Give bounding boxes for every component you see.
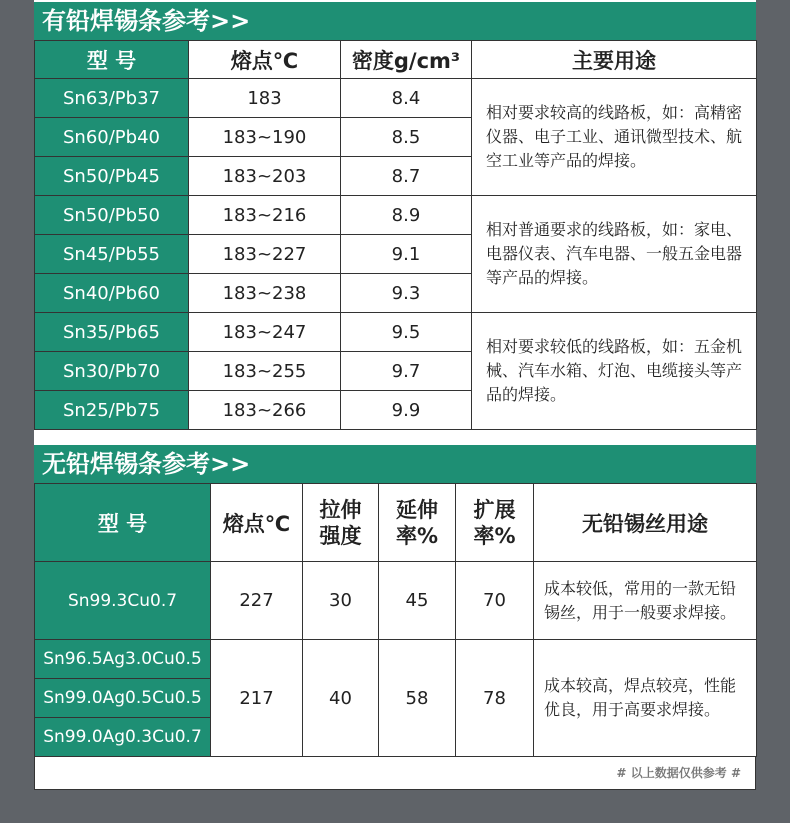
header-spread-text: 扩展率% — [473, 497, 516, 548]
table-row — [35, 562, 757, 640]
model-cell: Sn96.5Ag3.0Cu0.5 — [35, 640, 211, 679]
spread-cell: 70 — [456, 562, 534, 640]
model-cell: Sn50/Pb50 — [35, 196, 189, 235]
melting-cell: 183~190 — [189, 118, 341, 157]
melting-cell: 183~247 — [189, 313, 341, 352]
table-row — [35, 640, 757, 679]
density-cell: 9.1 — [341, 235, 472, 274]
elongation-cell: 58 — [379, 640, 456, 757]
leaded-section-title: 有铅焊锡条参考>> — [34, 2, 756, 40]
melting-cell: 183~255 — [189, 352, 341, 391]
melting-cell: 217 — [211, 640, 303, 757]
density-cell: 8.9 — [341, 196, 472, 235]
tensile-cell: 30 — [303, 562, 379, 640]
model-cell: Sn40/Pb60 — [35, 274, 189, 313]
model-cell: Sn45/Pb55 — [35, 235, 189, 274]
model-cell: Sn99.0Ag0.3Cu0.7 — [35, 718, 211, 757]
melting-cell: 183~238 — [189, 274, 341, 313]
header-melting: 熔点℃ — [211, 484, 303, 562]
disclaimer-note: # 以上数据仅供参考 # — [34, 756, 756, 790]
model-cell: Sn30/Pb70 — [35, 352, 189, 391]
leadfree-table — [34, 483, 757, 757]
model-cell: Sn99.0Ag0.5Cu0.5 — [35, 679, 211, 718]
density-cell: 9.9 — [341, 391, 472, 430]
model-cell: Sn25/Pb75 — [35, 391, 189, 430]
melting-cell: 183~203 — [189, 157, 341, 196]
usage-cell: 成本较高，焊点较亮，性能优良，用于高要求焊接。 — [534, 640, 757, 757]
density-cell: 8.7 — [341, 157, 472, 196]
leadfree-header-row — [35, 484, 757, 562]
melting-cell: 183~216 — [189, 196, 341, 235]
density-cell: 9.7 — [341, 352, 472, 391]
header-model: 型 号 — [35, 484, 211, 562]
model-cell: Sn50/Pb45 — [35, 157, 189, 196]
melting-cell: 183~266 — [189, 391, 341, 430]
header-elongation-text: 延伸率% — [395, 497, 439, 548]
model-cell: Sn60/Pb40 — [35, 118, 189, 157]
leaded-header-row — [35, 41, 757, 79]
header-elongation — [379, 484, 456, 562]
model-cell: Sn35/Pb65 — [35, 313, 189, 352]
model-cell: Sn63/Pb37 — [35, 79, 189, 118]
header-usage: 无铅锡丝用途 — [534, 484, 757, 562]
table-row — [35, 79, 757, 118]
usage-cell: 相对要求较低的线路板，如：五金机械、汽车水箱、灯泡、电缆接头等产品的焊接。 — [472, 313, 757, 430]
melting-cell: 227 — [211, 562, 303, 640]
density-cell: 8.5 — [341, 118, 472, 157]
table-row — [35, 196, 757, 235]
density-cell: 8.4 — [341, 79, 472, 118]
usage-cell: 相对要求较高的线路板，如：高精密仪器、电子工业、通讯微型技术、航空工业等产品的焊接。 — [472, 79, 757, 196]
tensile-cell: 40 — [303, 640, 379, 757]
header-usage: 主要用途 — [472, 41, 757, 79]
melting-cell: 183 — [189, 79, 341, 118]
header-density: 密度g/cm³ — [341, 41, 472, 79]
model-cell: Sn99.3Cu0.7 — [35, 562, 211, 640]
spread-cell: 78 — [456, 640, 534, 757]
density-cell: 9.5 — [341, 313, 472, 352]
elongation-cell: 45 — [379, 562, 456, 640]
table-row — [35, 313, 757, 352]
header-tensile-text: 拉伸强度 — [319, 497, 362, 548]
leaded-table — [34, 40, 757, 430]
header-melting: 熔点℃ — [189, 41, 341, 79]
header-model: 型 号 — [35, 41, 189, 79]
usage-cell: 成本较低，常用的一款无铅锡丝，用于一般要求焊接。 — [534, 562, 757, 640]
usage-cell: 相对普通要求的线路板，如：家电、电器仪表、汽车电器、一般五金电器等产品的焊接。 — [472, 196, 757, 313]
density-cell: 9.3 — [341, 274, 472, 313]
melting-cell: 183~227 — [189, 235, 341, 274]
leadfree-section-title: 无铅焊锡条参考>> — [34, 445, 756, 483]
header-spread — [456, 484, 534, 562]
header-tensile — [303, 484, 379, 562]
